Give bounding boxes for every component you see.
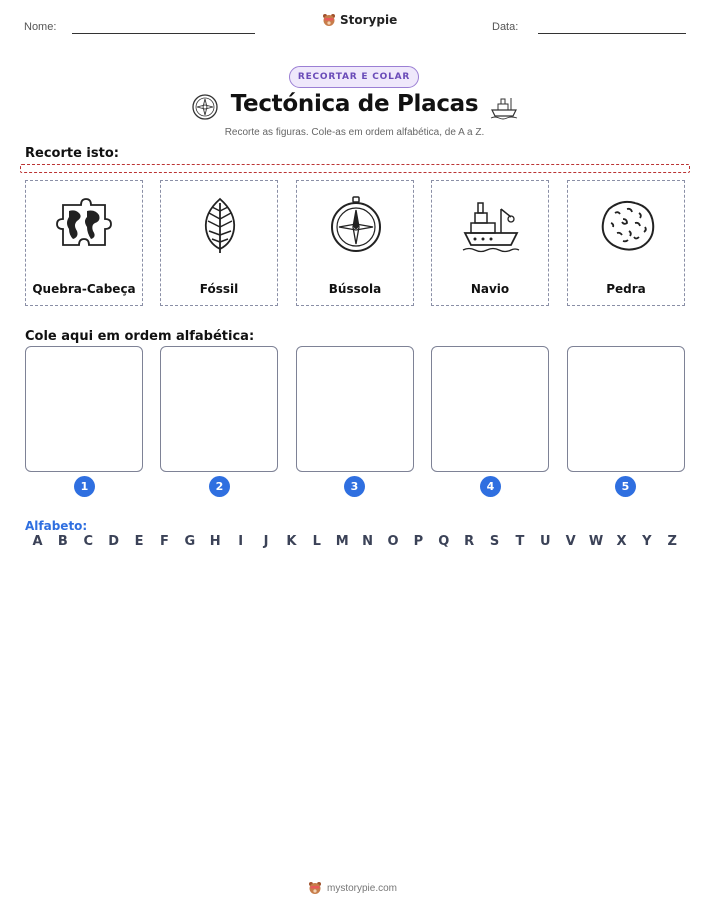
alphabet-letter: E xyxy=(134,534,144,549)
number-badge-4: 4 xyxy=(480,476,501,497)
alphabet-letter: N xyxy=(362,534,374,549)
brand-name: Storypie xyxy=(340,13,398,27)
cut-card-bussola[interactable] xyxy=(296,180,414,306)
alphabet-letter: Z xyxy=(667,534,677,549)
alphabet-letter: L xyxy=(312,534,321,549)
alphabet-letter: M xyxy=(335,534,349,549)
alphabet-letter: B xyxy=(57,534,68,549)
alphabet-letter: X xyxy=(616,534,627,549)
alphabet-letter: H xyxy=(209,534,221,549)
alphabet-letter: J xyxy=(263,534,269,549)
alphabet-letter: Q xyxy=(438,534,450,549)
card-label: Bússola xyxy=(328,282,382,296)
alphabet-letter: U xyxy=(540,534,551,549)
alphabet-letter: V xyxy=(565,534,576,549)
bear-logo-icon xyxy=(308,881,322,895)
number-badge-2: 2 xyxy=(209,476,230,497)
alphabet-letter: T xyxy=(515,534,525,549)
name-line[interactable] xyxy=(72,33,255,34)
alphabet-letter: A xyxy=(32,534,43,549)
brand xyxy=(322,13,397,27)
cut-card-fossil[interactable] xyxy=(160,180,278,306)
cut-card-quebra-cabeca[interactable] xyxy=(25,180,143,306)
alphabet-letter: O xyxy=(387,534,399,549)
instructions: Recorte as figuras. Cole-as em ordem alfabética, de A a Z. xyxy=(224,127,485,138)
number-badge-1: 1 xyxy=(74,476,95,497)
alphabet-letter: C xyxy=(83,534,94,549)
cut-line xyxy=(20,164,690,173)
card-label: Quebra-Cabeça xyxy=(32,282,136,296)
alphabet-letter: W xyxy=(588,534,604,549)
cut-section-label: Recorte isto: xyxy=(25,146,119,161)
cut-card-pedra[interactable] xyxy=(567,180,685,306)
rock-icon xyxy=(597,195,657,255)
footer-url[interactable]: mystorypie.com xyxy=(327,882,398,894)
paste-box-3[interactable] xyxy=(296,346,414,472)
bear-logo-icon xyxy=(322,13,336,27)
card-label: Pedra xyxy=(606,282,646,296)
alphabet-letter: Y xyxy=(642,534,652,549)
date-line[interactable] xyxy=(538,33,686,34)
paste-box-1[interactable] xyxy=(25,346,143,472)
paste-box-4[interactable] xyxy=(431,346,549,472)
number-badge-5: 5 xyxy=(615,476,636,497)
ship-icon xyxy=(461,195,521,255)
alphabet-letter: R xyxy=(464,534,475,549)
puzzle-globe-icon xyxy=(55,195,115,255)
paste-section-label: Cole aqui em ordem alfabética: xyxy=(25,329,255,344)
alphabet-letter: I xyxy=(238,534,244,549)
cut-card-navio[interactable] xyxy=(431,180,549,306)
alphabet-letter: K xyxy=(286,534,297,549)
paste-box-5[interactable] xyxy=(567,346,685,472)
alphabet-letter: S xyxy=(489,534,500,549)
date-label: Data: xyxy=(492,21,519,33)
alphabet-letter: F xyxy=(160,534,169,549)
activity-tag: RECORTAR E COLAR xyxy=(289,66,419,88)
alphabet-letter: G xyxy=(184,534,196,549)
page-title: Tectónica de Placas xyxy=(230,91,479,117)
ship-icon xyxy=(489,92,519,120)
fossil-leaf-icon xyxy=(190,195,250,255)
card-label: Navio xyxy=(470,282,510,296)
alphabet-row xyxy=(25,534,685,549)
alphabet-label: Alfabeto: xyxy=(25,519,88,533)
name-label: Nome: xyxy=(24,21,57,33)
footer xyxy=(308,881,397,895)
paste-box-2[interactable] xyxy=(160,346,278,472)
card-label: Fóssil xyxy=(199,282,239,296)
alphabet-letter: P xyxy=(413,534,424,549)
alphabet-letter: D xyxy=(108,534,120,549)
number-badge-3: 3 xyxy=(344,476,365,497)
compass-icon xyxy=(326,195,386,255)
